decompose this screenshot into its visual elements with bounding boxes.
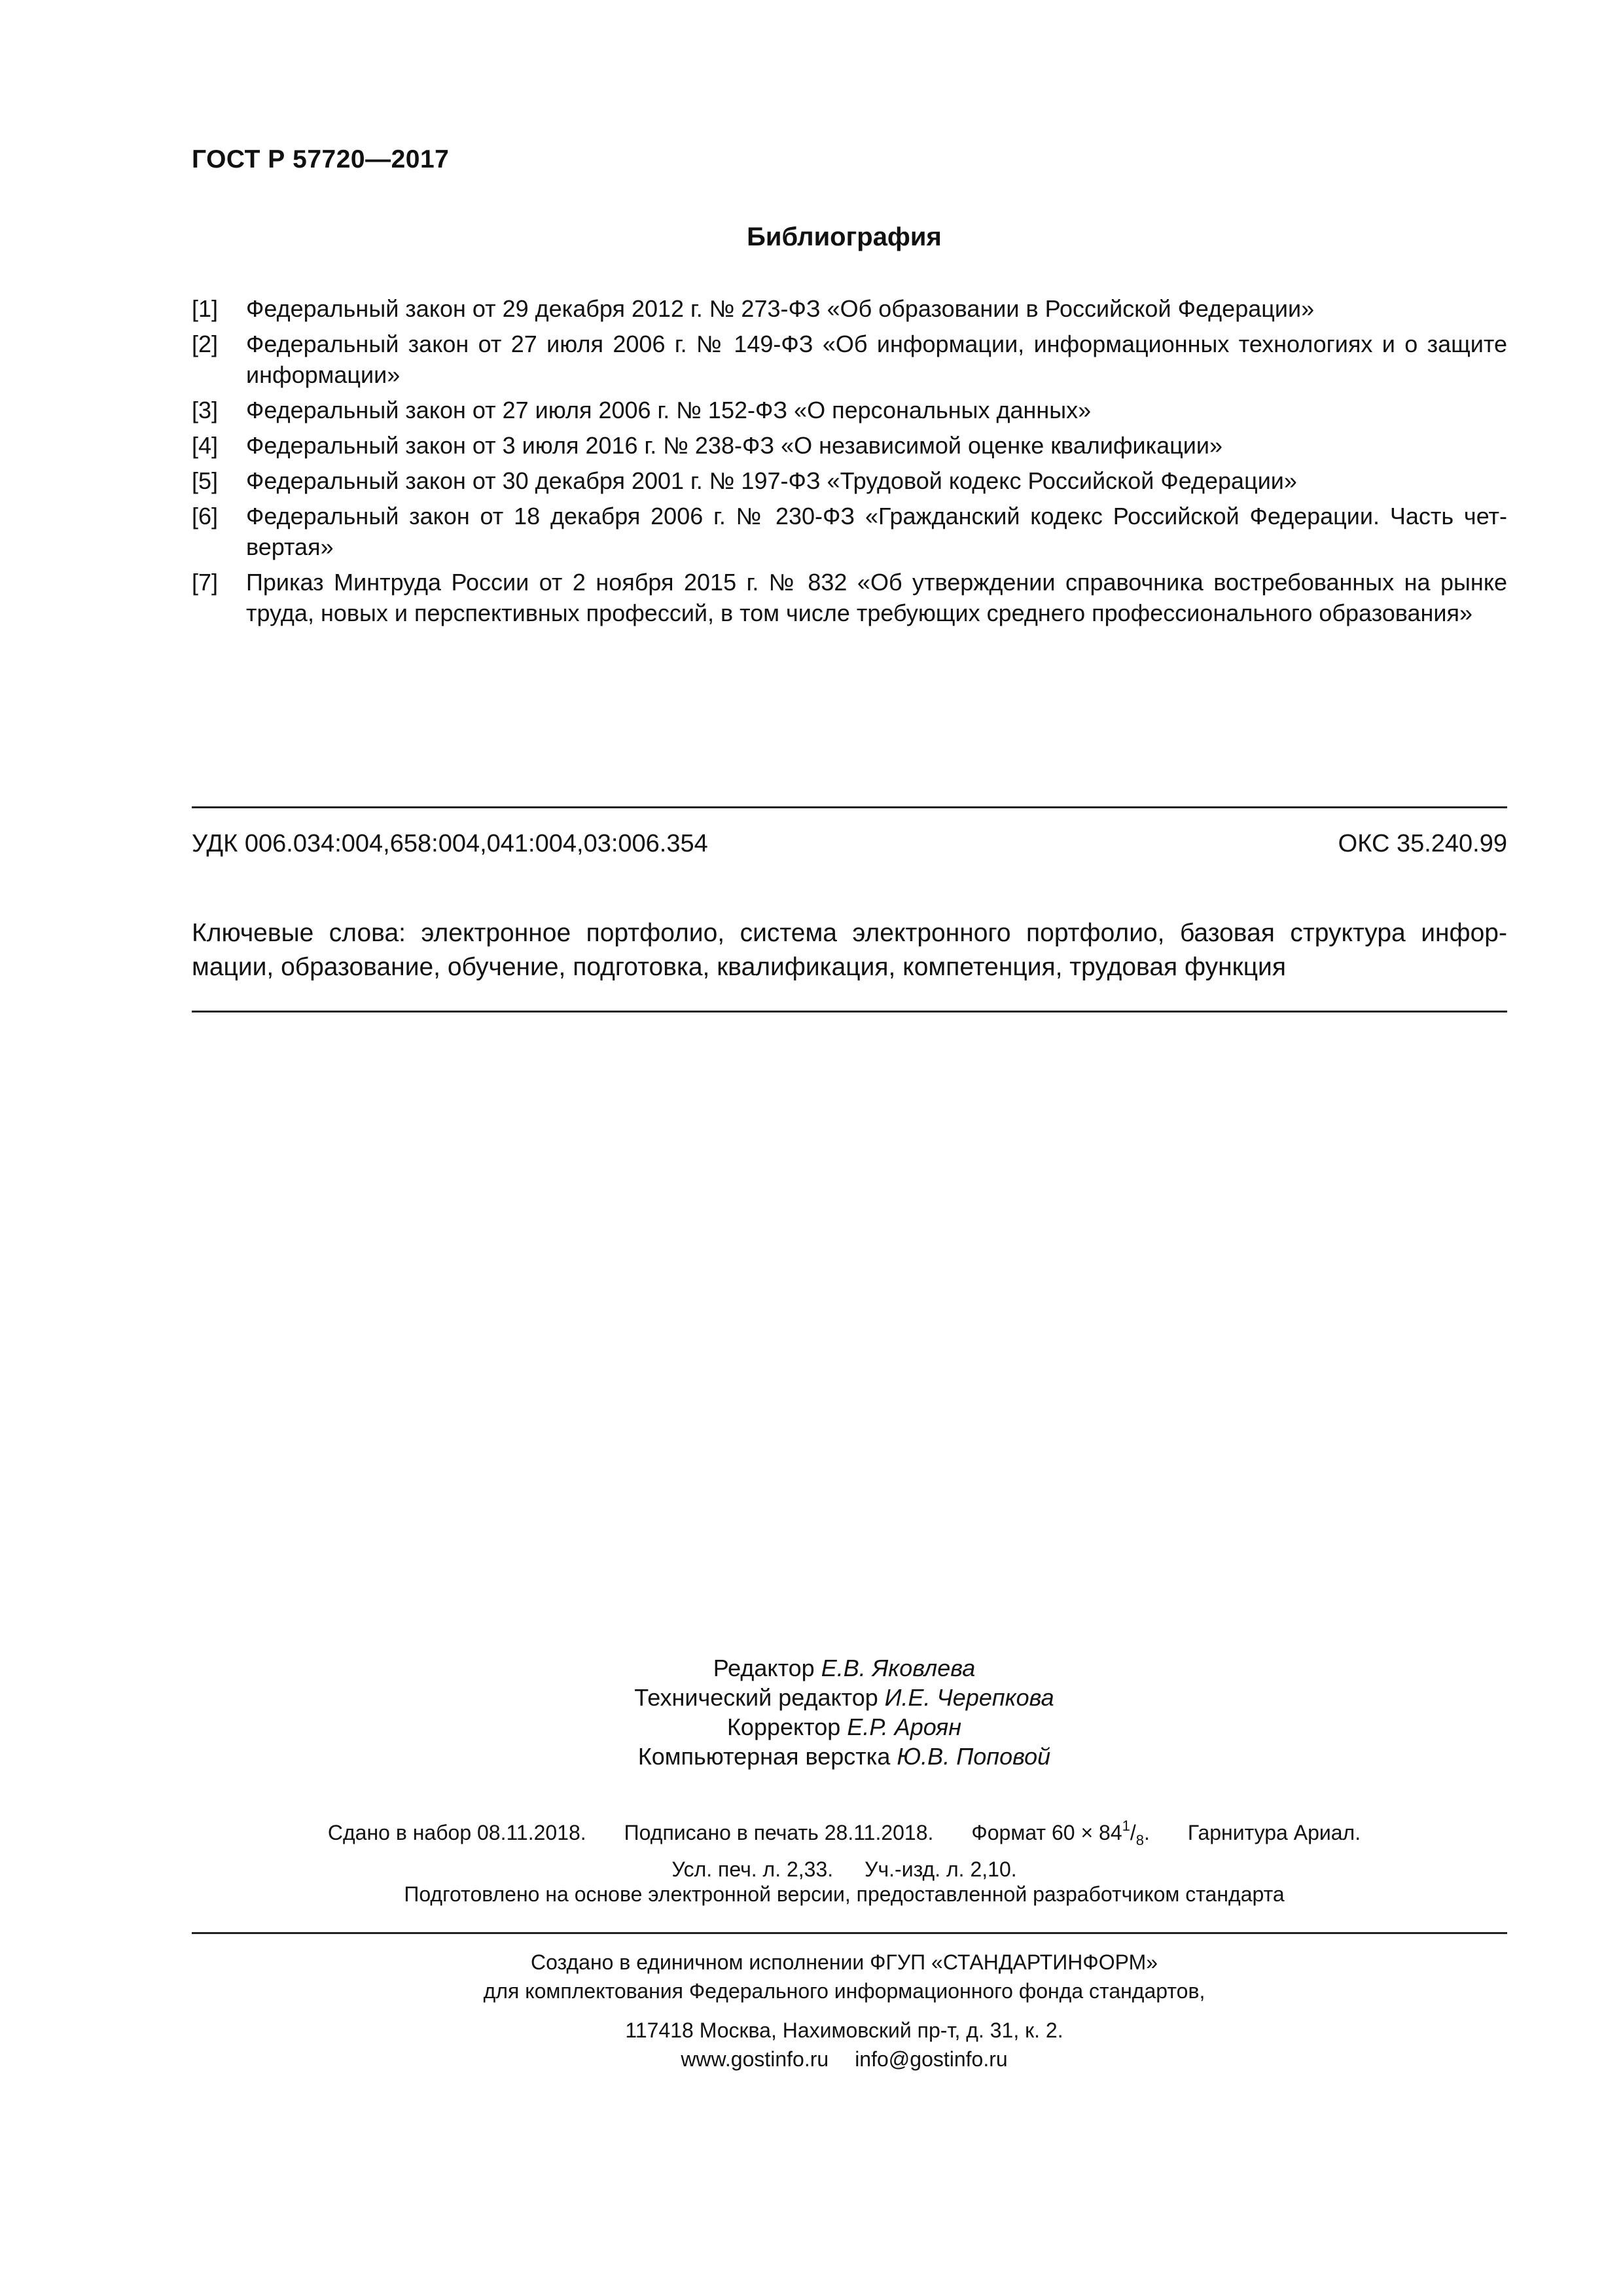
imprint-typeface: Гарнитура Ариал. [1187,1821,1361,1844]
credit-layout [0,1742,1623,1771]
bibliography-item [192,430,1507,461]
imprint-line-1 [0,1812,1623,1855]
imprint-line-2 [0,1855,1623,1884]
bibliography-item-number: [6] [192,503,219,529]
credit-label: Корректор [726,1713,841,1740]
bibliography-item-text: Федеральный закон от 18 декабря 2006 г. № 230-ФЗ «Гражданский кодекс Российской Федерации. Часть чет-вертая» [246,503,1507,560]
imprint-print-sheets: Усл. печ. л. 2,33. [671,1857,834,1881]
imprint-pub-sheets: Уч.-изд. л. 2,10. [865,1857,1017,1881]
bibliography-item [192,329,1507,390]
bibliography-item-text: Федеральный закон от 3 июля 2016 г. № 238-ФЗ «О независимой оценке квалификации» [246,432,1223,459]
imprint-submitted: Сдано в набор 08.11.2018. [327,1821,586,1844]
divider-publisher [192,1932,1507,1934]
credit-editor [0,1653,1623,1683]
imprint-block [0,1812,1623,1884]
credit-corrector [0,1712,1623,1742]
format-prefix: Формат 60 × 84 [971,1821,1122,1844]
publisher-line-1: Создано в единичном исполнении ФГУП «СТАНДАРТИНФОРМ» [530,1950,1158,1974]
bibliography-item [192,395,1507,425]
bibliography-item-number: [7] [192,569,219,596]
bibliography-item-number: [1] [192,295,219,322]
bibliography-list [192,293,1507,633]
credit-label: Компьютерная верстка [637,1743,891,1770]
bibliography-item-number: [2] [192,331,219,357]
bibliography-item-number: [3] [192,397,219,423]
divider-top [192,806,1507,808]
format-slash: / [1130,1821,1136,1844]
format-numerator: 1 [1122,1818,1130,1834]
publisher-email-link[interactable]: info@gostinfo.ru [855,2047,1008,2071]
keywords: Ключевые слова: электронное портфолио, система электронного портфолио, базовая структура инфор-мации, образование, обучение, подготовка, квалификация, компетенция, трудовая функция [192,919,1507,981]
oks-code: ОКС 35.240.99 [1338,830,1507,857]
format-denominator: 8 [1135,1832,1145,1848]
bibliography-item-text: Федеральный закон от 30 декабря 2001 г. № 197-ФЗ «Трудовой кодекс Российской Федерации» [246,467,1297,494]
udk-code: УДК 006.034:004,658:004,041:004,03:006.354 [192,830,708,857]
bibliography-item [192,293,1507,324]
bibliography-title: Библиография [747,223,942,251]
bibliography-item-number: [4] [192,432,219,459]
classification-row [192,830,1507,858]
format-suffix: . [1144,1821,1150,1844]
publisher-address: 117418 Москва, Нахимовский пр-т, д. 31, к. 2. [625,2018,1063,2042]
credit-name: Ю.В. Поповой [897,1743,1051,1770]
bibliography-item-text: Федеральный закон от 27 июля 2006 г. № 152-ФЗ «О персональных данных» [246,397,1092,423]
bibliography-item-text: Федеральный закон от 29 декабря 2012 г. № 273-ФЗ «Об образовании в Российской Федерации» [246,295,1315,322]
prepared-note: Подготовлено на основе электронной версии, предоставленной разработчиком стандарта [404,1882,1285,1906]
publisher-website-link[interactable]: www.gostinfo.ru [681,2047,829,2071]
bibliography-item-number: [5] [192,467,219,494]
standard-code: ГОСТ Р 57720—2017 [192,145,450,173]
bibliography-item [192,501,1507,562]
bibliography-item-text: Федеральный закон от 27 июля 2006 г. № 149-ФЗ «Об информации, информационных технологиях и о защите информации» [246,331,1507,388]
publisher-block [0,1948,1623,2073]
bibliography-item-text: Приказ Минтруда России от 2 ноября 2015 г. № 832 «Об утверждении справочника востребованных на рынке труда, новых и перспективных профессий, в том числе требующих среднего профессионального образования» [246,569,1507,626]
publisher-contacts [0,2045,1623,2073]
credit-label: Редактор [713,1655,815,1681]
imprint-format [971,1818,1150,1848]
publisher-line-2: для комплектования Федерального информационного фонда стандартов, [483,1979,1205,2003]
credit-name: Е.В. Яковлева [821,1655,976,1681]
credit-name: Е.Р. Ароян [847,1713,962,1740]
credits-block [0,1653,1623,1771]
credit-tech-editor [0,1683,1623,1712]
imprint-signed: Подписано в печать 28.11.2018. [624,1821,934,1844]
bibliography-item [192,465,1507,496]
divider-keywords [192,1011,1507,1013]
credit-name: И.Е. Черепкова [884,1684,1054,1711]
bibliography-item [192,567,1507,628]
credit-label: Технический редактор [634,1684,878,1711]
